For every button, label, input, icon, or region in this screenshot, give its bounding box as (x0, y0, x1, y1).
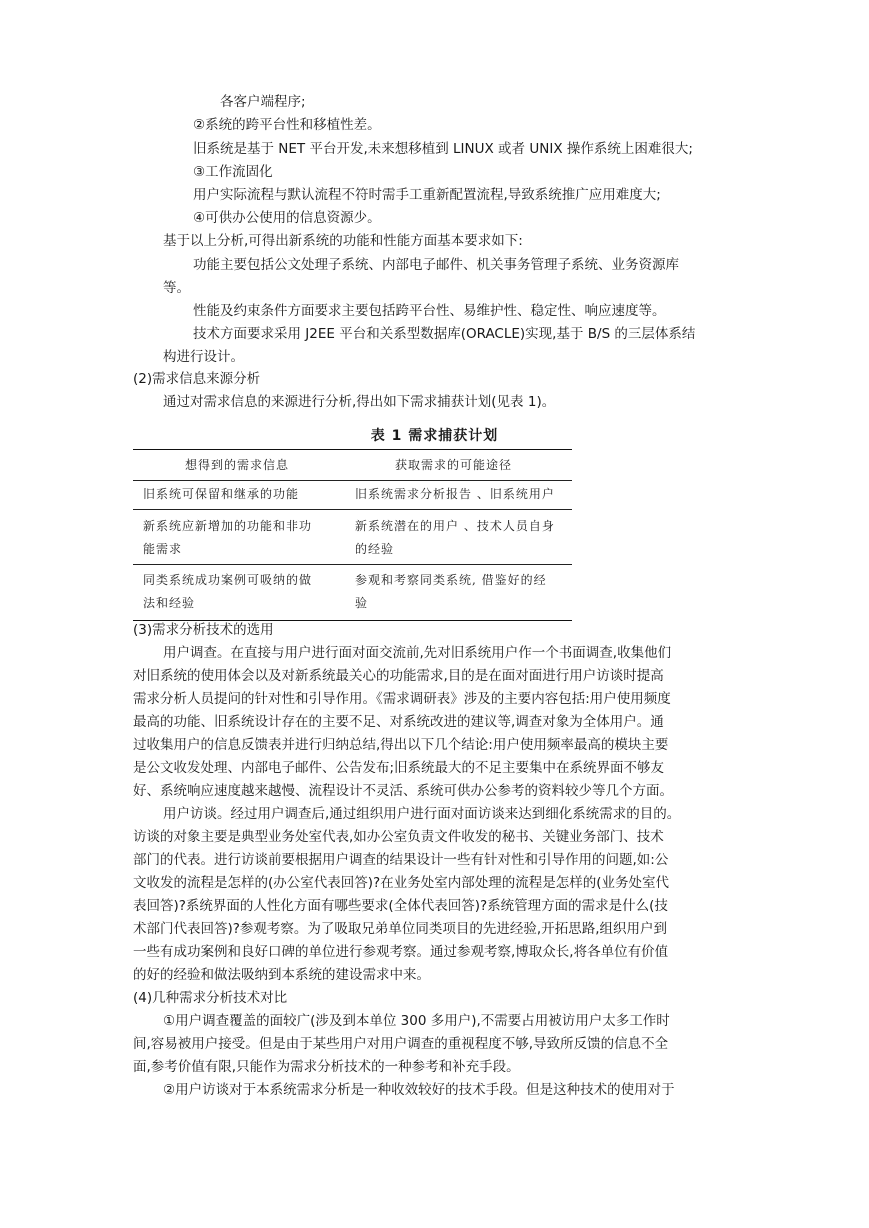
table-row-2-source-l2: 的经验 (355, 542, 395, 556)
text-line: 面,参考价值有限,只能作为需求分析技术的一种参考和补充手段。 (133, 1059, 520, 1075)
text-line: ①用户调查覆盖的面较广(涉及到本单位 300 多用户),不需要占用被访用户太多工作时 (163, 1013, 670, 1029)
table-row-3-info-l1: 同类系统成功案例可吸纳的做 (143, 573, 313, 587)
text-line: 需求分析人员提问的针对性和引导作用。《需求调研表》涉及的主要内容包括:用户使用频度 (133, 691, 671, 707)
text-line: ②用户访谈对于本系统需求分析是一种收效较好的技术手段。但是这种技术的使用对于 (163, 1082, 675, 1098)
table-row-3-info-l2: 法和经验 (143, 596, 196, 610)
table-header-rule (133, 480, 572, 481)
text-line: 对旧系统的使用体会以及对新系统最关心的功能需求,目的是在面对面进行用户访谈时提高 (133, 668, 664, 684)
text-line: 各客户端程序; (220, 94, 306, 110)
text-line: (2)需求信息来源分析 (133, 371, 261, 387)
text-line: 表回答)?系统界面的人性化方面有哪些要求(全体代表回答)?系统管理方面的需求是什么(技 (133, 898, 668, 914)
text-line: 好、系统响应速度越来越慢、流程设计不灵活、系统可供办公参考的资料较少等几个方面。 (133, 783, 673, 799)
table-header-source: 获取需求的可能途径 (395, 458, 513, 472)
text-line: ②系统的跨平台性和移植性差。 (193, 117, 381, 133)
table-row-3-source-l2: 验 (355, 596, 369, 610)
text-line: 构进行设计。 (163, 349, 244, 365)
text-line: 术部门代表回答)?参观考察。为了吸取兄弟单位同类项目的先进经验,开拓思路,组织用户到 (133, 921, 668, 937)
table-row-2-source-l1: 新系统潜在的用户 、技术人员自身 (355, 519, 555, 533)
table-top-rule (133, 449, 572, 450)
table-header-info: 想得到的需求信息 (185, 458, 290, 472)
text-line: 基于以上分析,可得出新系统的功能和性能方面基本要求如下: (163, 233, 523, 249)
text-line: 旧系统是基于 NET 平台开发,未来想移植到 LINUX 或者 UNIX 操作系统上困难很大; (193, 141, 693, 157)
table-row-rule (133, 509, 572, 510)
text-line: ③工作流固化 (193, 164, 273, 180)
text-line: 文收发的流程是怎样的(办公室代表回答)?在业务处室内部处理的流程是怎样的(业务处室代 (133, 875, 669, 891)
text-line: 访谈的对象主要是典型业务处室代表,如办公室负责文件收发的秘书、关键业务部门、技术 (133, 829, 664, 845)
text-line: 技术方面要求采用 J2EE 平台和关系型数据库(ORACLE)实现,基于 B/S 的三层体系结 (193, 326, 696, 342)
text-line: 通过对需求信息的来源进行分析,得出如下需求捕获计划(见表 1)。 (163, 394, 556, 410)
text-line: 是公文收发处理、内部电子邮件、公告发布;旧系统最大的不足主要集中在系统界面不够友 (133, 760, 665, 776)
text-line: 最高的功能、旧系统设计存在的主要不足、对系统改进的建议等,调查对象为全体用户。通 (133, 714, 664, 730)
text-line: 用户调查。在直接与用户进行面对面交流前,先对旧系统用户作一个书面调查,收集他们 (163, 645, 672, 661)
table-row-3-source-l1: 参观和考察同类系统, 借鉴好的经 (355, 573, 547, 587)
text-line: 性能及约束条件方面要求主要包括跨平台性、易维护性、稳定性、响应速度等。 (193, 303, 666, 319)
text-line: (3)需求分析技术的选用 (133, 622, 274, 638)
text-line: 一些有成功案例和良好口碑的单位进行参观考察。通过参观考察,博取众长,将各单位有价值 (133, 944, 669, 960)
text-line: 的好的经验和做法吸纳到本系统的建设需求中来。 (133, 967, 430, 983)
text-line: ④可供办公使用的信息资源少。 (193, 210, 381, 226)
text-line: (4)几种需求分析技术对比 (133, 990, 288, 1006)
text-line: 间,容易被用户接受。但是由于某些用户对用户调查的重视程度不够,导致所反馈的信息不全 (133, 1036, 669, 1052)
table-row-rule (133, 564, 572, 565)
text-line: 用户访谈。经过用户调查后,通过组织用户进行面对面访谈来达到细化系统需求的目的。 (163, 806, 681, 822)
text-line: 部门的代表。进行访谈前要根据用户调查的结果设计一些有针对性和引导作用的问题,如:公 (133, 852, 669, 868)
table-title: 表 1 需求捕获计划 (370, 428, 499, 444)
table-row-1-info: 旧系统可保留和继承的功能 (143, 487, 300, 501)
table-row-2-info-l2: 能需求 (143, 542, 183, 556)
text-line: 过收集用户的信息反馈表并进行归纳总结,得出以下几个结论:用户使用频率最高的模块主要 (133, 737, 669, 753)
text-line: 功能主要包括公文处理子系统、内部电子邮件、机关事务管理子系统、业务资源库 (193, 257, 679, 273)
table-row-1-source: 旧系统需求分析报告 、旧系统用户 (355, 487, 555, 501)
text-line: 用户实际流程与默认流程不符时需手工重新配置流程,导致系统推广应用难度大; (193, 187, 661, 203)
table-row-2-info-l1: 新系统应新增加的功能和非功 (143, 519, 313, 533)
text-line: 等。 (163, 280, 190, 296)
